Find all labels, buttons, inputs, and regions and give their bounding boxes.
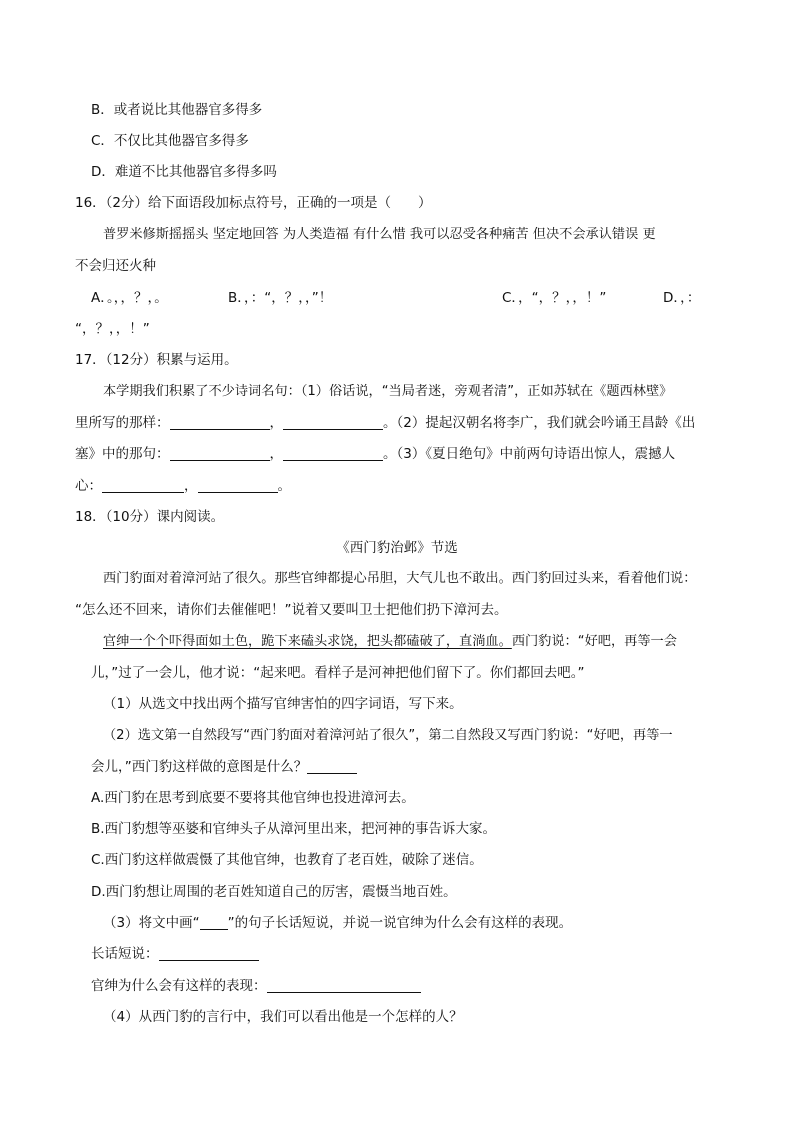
answer-blank-2[interactable] [283,414,383,430]
answer-blank-8[interactable] [159,945,259,961]
reason-label: 官绅为什么会有这样的表现： [91,978,267,994]
answer-blank-9[interactable] [267,977,421,993]
answer-blank-7[interactable] [307,758,357,774]
sub-question-3-text-b: ”的句子长话短说，并说一说官绅为什么会有这样的表现。 [227,915,573,931]
answer-blank-4[interactable] [283,445,383,461]
comma: ， [269,446,283,462]
q16-option-d: D．，： [663,290,701,306]
q16-passage-line1: 普罗米修斯摇摇头 坚定地回答 为人类造福 有什么惜 我可以忍受各种痛苦 但决不会承认错误 更 [103,227,656,242]
passage-p1-line1: 西门豹面对着漳河站了很久。那些官绅都提心吊胆，大气儿也不敢出。西门豹回过头来，看着他们说： [103,571,697,586]
answer-blank-6[interactable] [198,477,278,493]
passage-p2-rest: 西门豹说：“好吧，再等一会 [511,634,677,649]
q15-option-b: B．或者说比其他器官多得多 [91,102,263,118]
sq2-option-c: C.西门豹这样做震慑了其他官绅，也教育了老百姓，破除了迷信。 [91,852,483,868]
q17-line2-text-a: 里所写的那样： [75,415,170,431]
sq2-option-d: D.西门豹想让周围的老百姓知道自己的厉害，震慑当地百姓。 [91,884,457,900]
answer-blank-1[interactable] [170,414,270,430]
underline-marker [200,914,228,930]
q17-line3-text-b: 。（3）《夏日绝句》中前两句诗语出惊人，震撼人 [383,446,676,462]
q16-stem: 16．（2分）给下面语段加标点符号，正确的一项是（ ） [75,195,432,211]
q16-option-c: C．，“，？，，！” [502,290,607,306]
q17-line4 [75,476,291,496]
sub-question-2-line2 [91,757,357,777]
reason-row [91,976,421,996]
q17-line1: 本学期我们积累了不少诗词名句：（1）俗话说，“当局者迷，旁观者清”，正如苏轼在《题西林壁》 [103,384,673,399]
q17-line2-text-b: 。（2）提起汉朝名将李广，我们就会吟诵王昌龄《出 [383,415,696,431]
short-version-row [91,944,259,964]
comma: ， [269,415,283,431]
q17-line3 [75,444,675,464]
passage-title: 《西门豹治邺》节选 [336,540,458,556]
q16-passage-line2: 不会归还火种 [75,258,156,274]
sub-question-3-text-a: （3）将文中画“ [103,915,200,931]
sub-question-4: （4）从西门豹的言行中，我们可以看出他是一个怎样的人？ [103,1009,463,1025]
passage-p2-line2: 儿，”过了一会儿，他才说：“起来吧。看样子是河神把他们留下了。你们都回去吧。” [91,665,585,681]
sq2-option-b: B.西门豹想等巫婆和官绅头子从漳河里出来，把河神的事告诉大家。 [91,821,497,837]
sq2-option-a: A.西门豹在思考到底要不要将其他官绅也投进漳河去。 [91,790,415,806]
q15-option-d: D．难道不比其他器官多得多吗 [91,164,277,180]
q17-line4-text-a: 心： [75,478,102,494]
q16-option-a: A．。，，？，。 [91,290,168,306]
sub-question-2-line1: （2）选文第一自然段写“西门豹面对着漳河站了很久”，第二自然段又写西门豹说：“好吧，再等一 [103,728,673,743]
q15-option-c: C．不仅比其他器官多得多 [91,133,249,149]
underlined-sentence: 官绅一个个吓得面如土色，跪下来磕头求饶，把头都磕破了，直淌血。 [103,634,512,649]
comma: ， [184,478,198,494]
q16-option-d-continued: “，？，，！” [75,321,150,337]
passage-p1-line2: “怎么还不回来，请你们去催催吧！”说着又要叫卫士把他们扔下漳河去。 [75,602,508,618]
q17-stem: 17．（12分）积累与运用。 [75,352,238,368]
sub-question-1: （1）从选文中找出两个描写官绅害怕的四字词语，写下来。 [103,696,463,712]
period: 。 [277,478,291,494]
q17-line3-text-a: 塞》中的那句： [75,446,170,462]
q17-line2 [75,413,695,433]
short-version-label: 长话短说： [91,946,159,962]
sub-question-2-text: 会儿，”西门豹这样做的意图是什么？ [91,759,308,775]
sub-question-3 [103,913,572,933]
answer-blank-3[interactable] [170,445,270,461]
passage-p2-line1 [103,632,677,652]
q16-option-b: B．，：“，？，，”！ [228,290,333,306]
answer-blank-5[interactable] [102,477,184,493]
q18-stem: 18．（10分）课内阅读。 [75,509,225,525]
